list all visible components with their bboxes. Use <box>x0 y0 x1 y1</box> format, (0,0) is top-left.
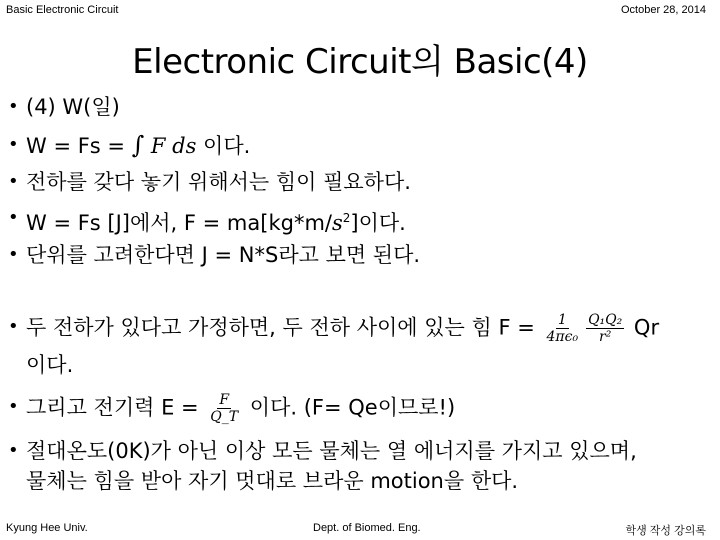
bullet-dot: • <box>8 396 19 417</box>
bullet-work-formula <box>8 130 714 161</box>
bullet-brownian-motion: • 절대온도(0K)가 아닌 이상 모든 물체는 열 에너지를 가지고 있으며, <box>8 436 714 466</box>
bullet-brownian-motion-continued: 물체는 힘을 받아 자기 멋대로 브라운 motion을 한다. <box>26 469 519 493</box>
bullet-dot: • <box>8 134 19 155</box>
bullet-dot: • <box>8 244 19 265</box>
formula-prefix: W = Fs = <box>26 134 132 158</box>
bullet-dot: • <box>8 96 19 117</box>
footer-department: Dept. of Biomed. Eng. <box>313 522 421 534</box>
bullet-coulomb-law: • 두 전하가 있다고 가정하면, 두 전하 사이에 있는 힘 F = $\frac{1}{\text{4πϵ₀}}$ $\frac{\text{Q₁Q₂}}{\text{r²}}$ Qr <box>8 312 660 345</box>
header-date: October 28, 2014 <box>620 4 706 16</box>
bullet-dot: • <box>8 171 19 192</box>
bullet-dot: • <box>8 316 19 337</box>
integrand: F ds <box>150 134 197 158</box>
bullet-work-heading: • (4) W(일) <box>8 92 714 122</box>
bullet-unit-note: • 단위를 고려한다면 J = N*S라고 보면 된다. <box>8 240 714 270</box>
bullet-newton-law: • W = Fs [J]에서, $F = ma[kg*m/s^2]$이다. <box>8 203 714 238</box>
footer-author-note: 학생 작성 강의록 <box>625 525 706 537</box>
footer-university: Kyung Hee Univ. <box>6 522 88 534</box>
bullet-electric-force: • 그리고 전기력 E = $\frac{F}{Q\_T}$ 이다. (F= Qe이므로!) <box>8 392 456 425</box>
bullet-dot: • <box>8 440 19 461</box>
fraction-field: $\frac{F}{Q\_T}$ <box>210 392 239 425</box>
bullet-dot: • <box>8 207 19 228</box>
fraction-coulomb-constant: $\frac{1}{\text{4πϵ₀}}$ <box>546 312 579 345</box>
slide-title: Electronic Circuit의 Basic(4) <box>132 42 588 82</box>
fraction-charge-over-distance: $\frac{\text{Q₁Q₂}}{\text{r²}}$ <box>588 312 623 345</box>
header-course-name: Basic Electronic Circuit <box>6 4 119 16</box>
bullet-force-needed: • 전하를 갖다 놓기 위해서는 힘이 필요하다. <box>8 167 714 197</box>
formula-suffix: 이다. <box>196 134 251 158</box>
bullet-coulomb-law-continued: 이다. <box>26 353 74 377</box>
integral-symbol: ∫ <box>131 131 145 159</box>
